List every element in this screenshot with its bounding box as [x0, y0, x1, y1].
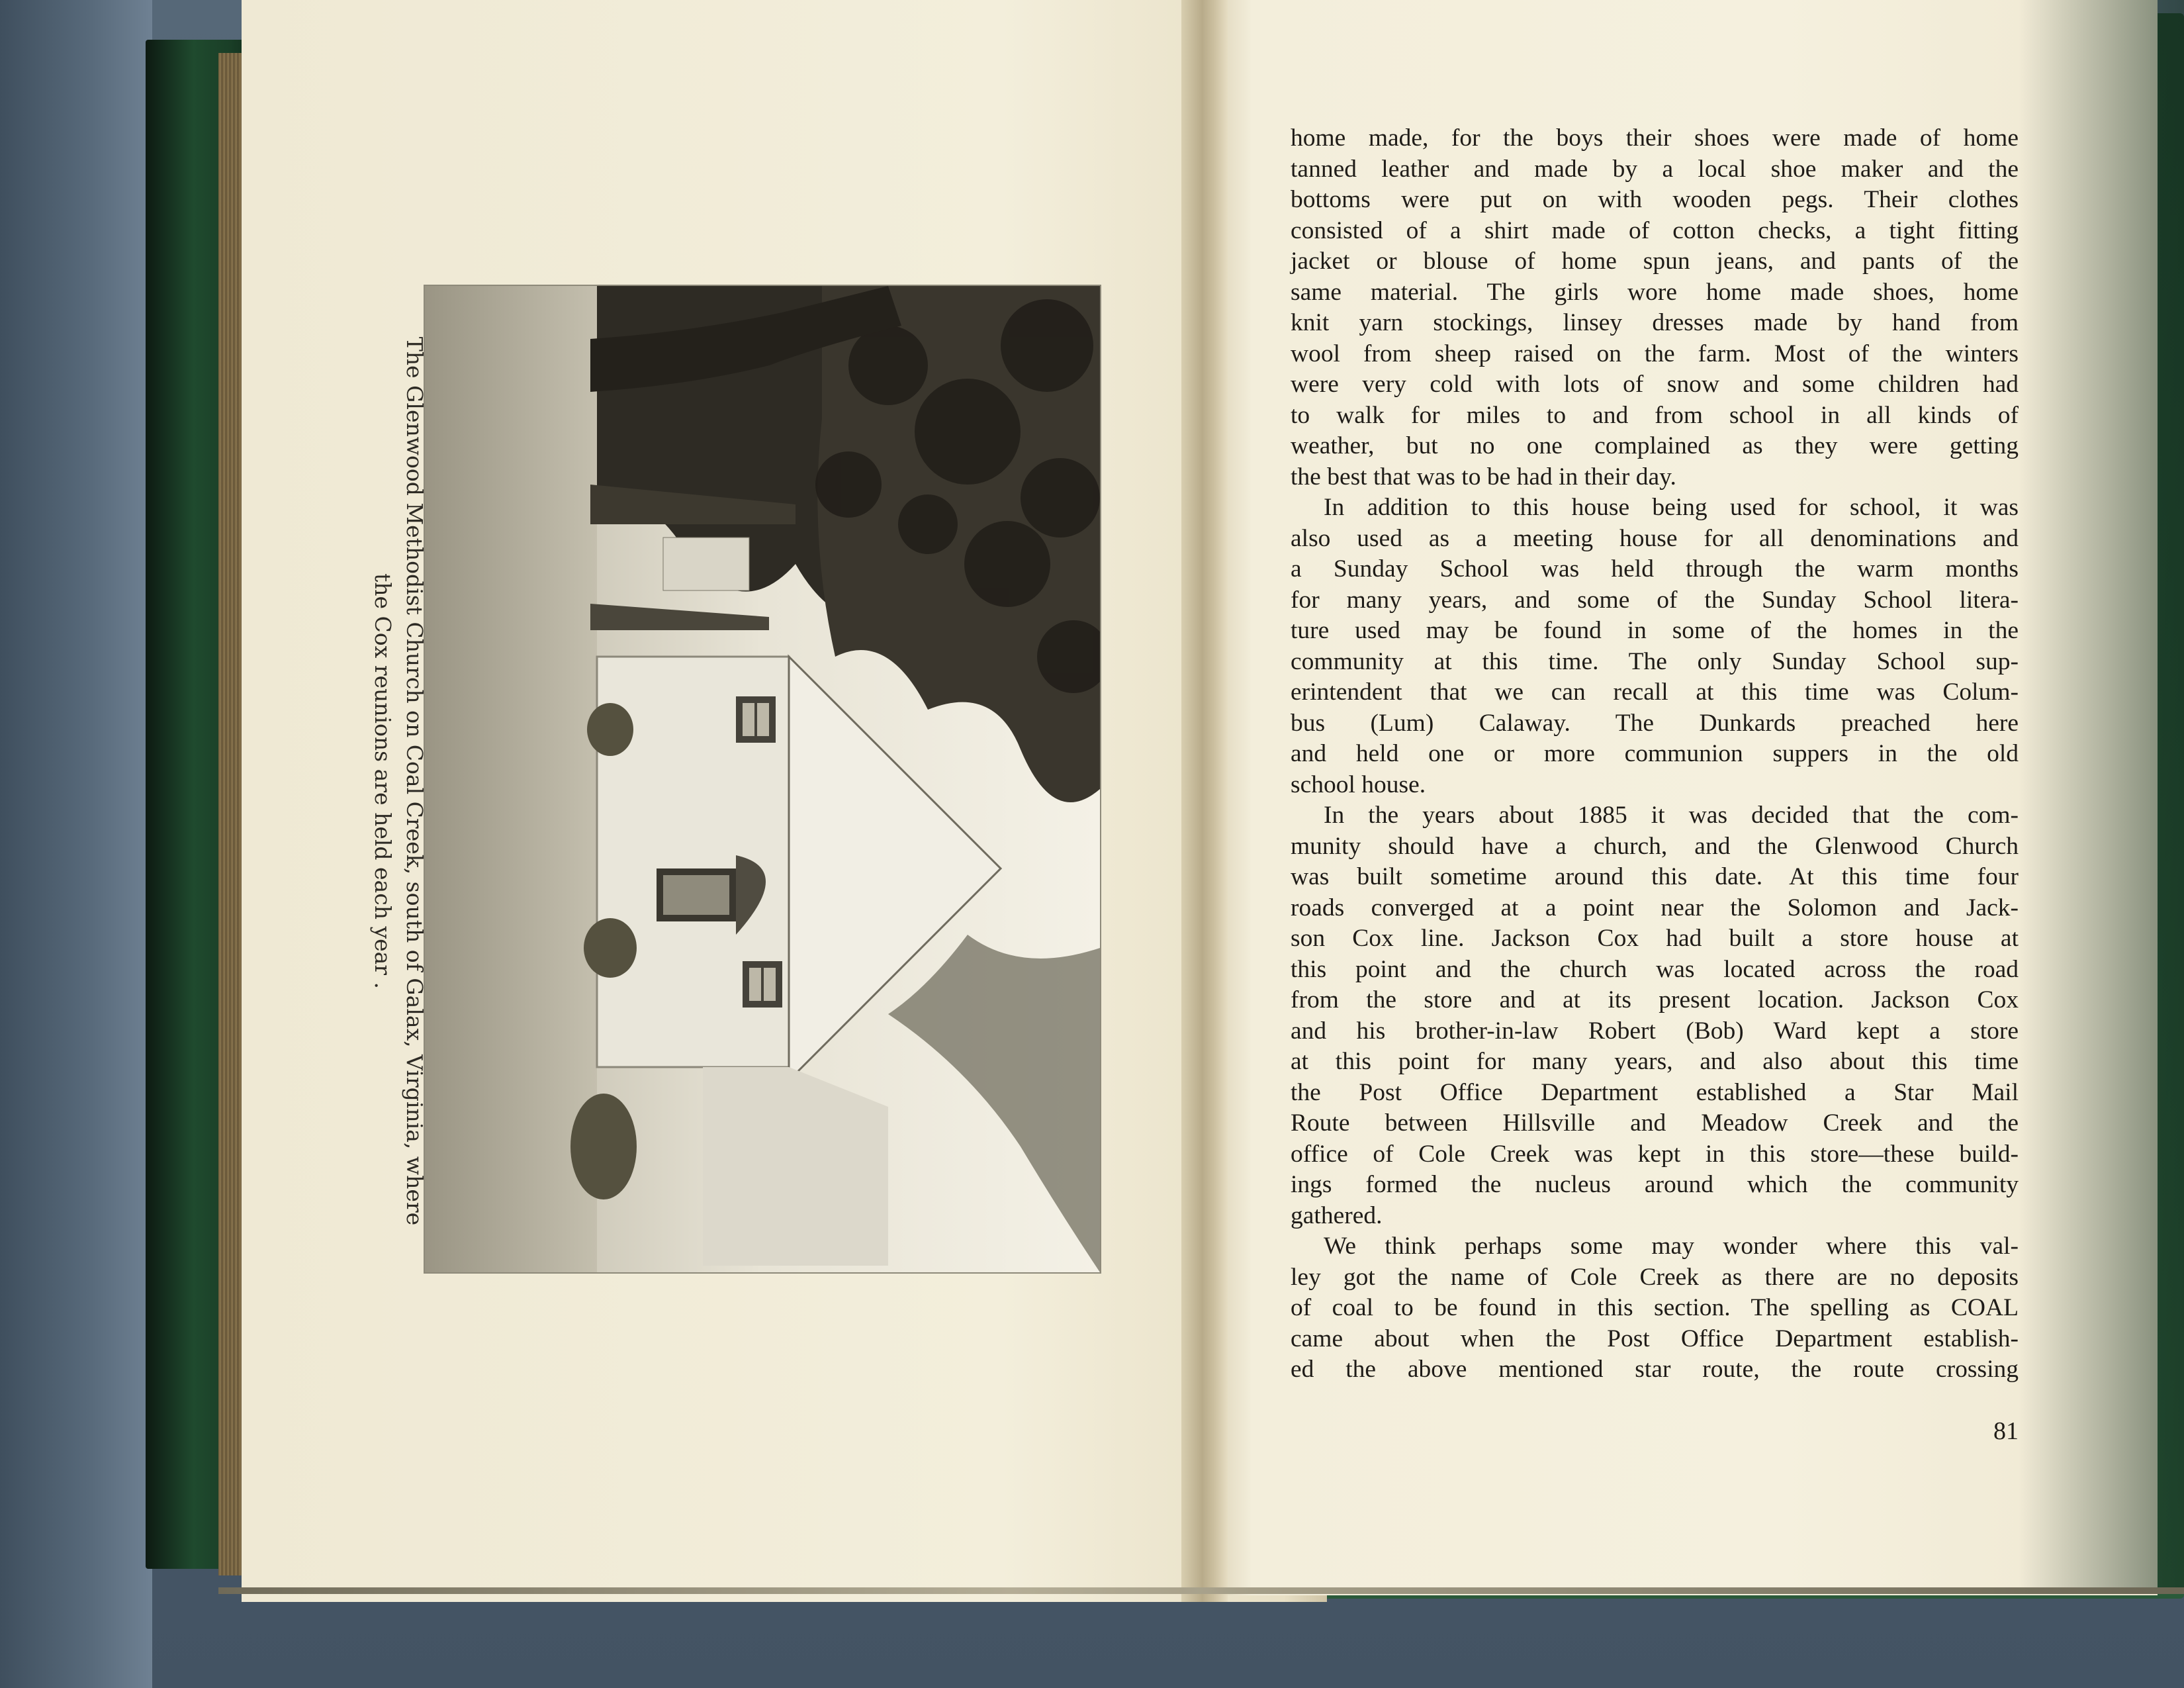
- text-line: In addition to this house being used for school, it was: [1324, 494, 2019, 521]
- text-line: consisted of a shirt made of cotton checks, a tight fitting: [1291, 216, 2019, 244]
- text-line: from the store and at its present location. Jackson Cox: [1291, 986, 2019, 1013]
- text-line: tanned leather and made by a local shoe maker and the: [1291, 155, 2019, 183]
- text-line: same material. The girls wore home made shoes, home: [1291, 278, 2019, 306]
- text-line: the Post Office Department established a Star Mail: [1291, 1078, 2019, 1106]
- text-line: at this point for many years, and also about this time: [1291, 1048, 2019, 1075]
- text-line: wool from sheep raised on the farm. Most of the winters: [1291, 340, 2019, 367]
- photo-caption: [298, 285, 430, 1278]
- text-line: knit yarn stockings, linsey dresses made by hand from: [1291, 309, 2019, 336]
- text-line: ed the above mentioned star route, the route crossing: [1291, 1356, 2019, 1383]
- text-line: munity should have a church, and the Glenwood Church: [1291, 832, 2019, 860]
- text-line: also used as a meeting house for all denominations and: [1291, 524, 2019, 552]
- text-line: came about when the Post Office Department establish-: [1291, 1325, 2019, 1352]
- text-line: office of Cole Creek was kept in this store—these build-: [1291, 1140, 2019, 1168]
- text-line: home made, for the boys their shoes were made of home: [1291, 124, 2019, 152]
- text-line: school house.: [1291, 771, 1426, 798]
- text-line: for many years, and some of the Sunday School litera-: [1291, 586, 2019, 614]
- text-line: gathered.: [1291, 1201, 1383, 1229]
- right-edge-shadow: [2019, 0, 2184, 1589]
- page-bottom-edge: [218, 1587, 2184, 1594]
- church-photograph: [424, 285, 1101, 1274]
- text-line: to walk for miles to and from school in all kinds of: [1291, 401, 2019, 429]
- text-line: bus (Lum) Calaway. The Dunkards preached here: [1291, 709, 2019, 737]
- text-line: and held one or more communion suppers in the old: [1291, 740, 2019, 767]
- text-line: was built sometime around this date. At this time four: [1291, 863, 2019, 890]
- text-line: erintendent that we can recall at this time was Colum-: [1291, 679, 2019, 706]
- text-line: We think perhaps some may wonder where this val-: [1324, 1233, 2019, 1260]
- text-line: Route between Hillsville and Meadow Creek and the: [1291, 1109, 2019, 1137]
- text-line: were very cold with lots of snow and some children had: [1291, 371, 2019, 398]
- text-line: this point and the church was located across the road: [1291, 955, 2019, 983]
- text-line: In the years about 1885 it was decided that the com-: [1324, 802, 2019, 829]
- caption-line-2: the Cox reunions are held each year .: [370, 573, 396, 990]
- caption-line-1: The Glenwood Methodist Church on Coal Creek, south of Galax, Virginia, where: [402, 336, 428, 1226]
- scanner-edge: [0, 0, 152, 1688]
- text-line: weather, but no one complained as they were getting: [1291, 432, 2019, 459]
- text-line: ings formed the nucleus around which the community: [1291, 1171, 2019, 1198]
- book-gutter: [1181, 0, 1228, 1602]
- text-line: a Sunday School was held through the warm months: [1291, 555, 2019, 583]
- text-line: ture used may be found in some of the homes in the: [1291, 617, 2019, 644]
- text-line: jacket or blouse of home spun jeans, and pants of the: [1291, 248, 2019, 275]
- page-number: 81: [1993, 1417, 2019, 1445]
- text-line: of coal to be found in this section. The spelling as COAL: [1291, 1294, 2019, 1321]
- church-photo-illustration: [425, 286, 1100, 1272]
- text-line: ley got the name of Cole Creek as there are no deposits: [1291, 1263, 2019, 1291]
- body-text: [1291, 123, 2019, 1385]
- text-line: roads converged at a point near the Solomon and Jack-: [1291, 894, 2019, 921]
- text-line: son Cox line. Jackson Cox had built a store house at: [1291, 925, 2019, 952]
- text-line: bottoms were put on with wooden pegs. Their clothes: [1291, 186, 2019, 213]
- text-line: the best that was to be had in their day.: [1291, 463, 1676, 491]
- text-line: community at this time. The only Sunday School sup-: [1291, 647, 2019, 675]
- text-line: and his brother-in-law Robert (Bob) Ward kept a store: [1291, 1017, 2019, 1045]
